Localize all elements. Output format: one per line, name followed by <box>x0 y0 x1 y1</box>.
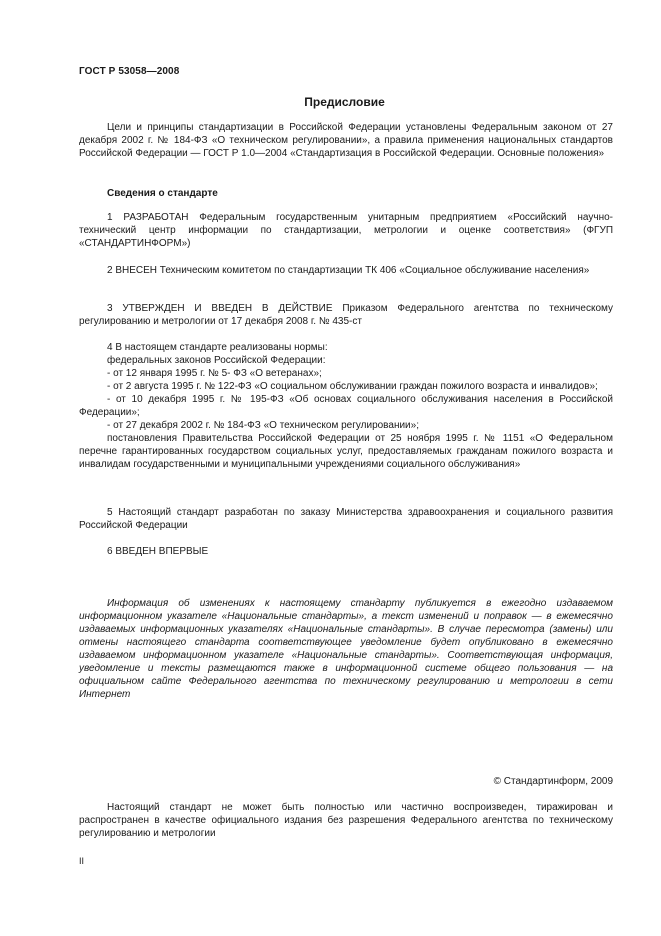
changes-notice: Информация об изменениях к настоящему стандарту публикуется в ежегодно издаваемом информационном указателе «Национальные стандарты», а текст изменений и поправок — в ежемесячно издаваемых информационных указателях «Национальные стандарты». В случае пересмотра (замены) или отмены настоящего стандарта соответствующее уведомление будет опубликовано в ежемесячно издаваемом информационном указателе «Национальные стандарты». Соответствующая информация, уведомление и тексты размещаются также в информационной системе общего пользования — на официальном сайте Федерального агентства по техническому регулированию и метрологии в сети Интернет <box>79 598 613 700</box>
copyright: © Стандартинформ, 2009 <box>493 776 613 787</box>
document-code: ГОСТ Р 53058—2008 <box>79 66 180 77</box>
item-2-submitted: 2 ВНЕСЕН Техническим комитетом по стандартизации ТК 406 «Социальное обслуживание населения» <box>107 265 590 276</box>
reproduction-notice: Настоящий стандарт не может быть полностью или частично воспроизведен, тиражирован и распространен в качестве официального издания без разрешения Федерального агентства по техническому регулированию и метрологии <box>79 802 613 839</box>
law-item: - от 10 декабря 1995 г. № 195-ФЗ «Об основах социального обслуживания населения в Российской Федерации»; <box>79 394 613 418</box>
intro-paragraph: Цели и принципы стандартизации в Российской Федерации установлены Федеральным законом от 27 декабря 2002 г. № 184-ФЗ «О техническом регулировании», а правила применения национальных стандартов Российской Федерации — ГОСТ Р 1.0—2004 «Стандартизация в Российской Федерации. Основные положения» <box>79 122 613 159</box>
section-heading: Сведения о стандарте <box>107 188 218 199</box>
law-item: - от 27 декабря 2002 г. № 184-ФЗ «О техническом регулировании»; <box>107 420 419 431</box>
government-decree: постановления Правительства Российской Федерации от 25 ноября 1995 г. № 1151 «О Федеральном перечне гарантированных государством социальных услуг, предоставляемых гражданам пожилого возраста и инвалидам государственными и муниципальными учреждениями социального обслуживания» <box>79 433 613 470</box>
item-6-introduced: 6 ВВЕДЕН ВПЕРВЫЕ <box>107 546 209 557</box>
item-4-sub-lead: федеральных законов Российской Федерации: <box>107 355 326 366</box>
law-item: - от 12 января 1995 г. № 5- ФЗ «О ветеранах»; <box>107 368 322 379</box>
item-4-norms <box>79 341 613 471</box>
page-number: II <box>79 856 85 866</box>
item-5-commissioned: 5 Настоящий стандарт разработан по заказу Министерства здравоохранения и социального развития Российской Федерации <box>79 507 613 531</box>
page-title: Предисловие <box>304 95 385 109</box>
item-4-lead: 4 В настоящем стандарте реализованы нормы: <box>107 342 328 353</box>
item-3-approved: 3 УТВЕРЖДЕН И ВВЕДЕН В ДЕЙСТВИЕ Приказом Федерального агентства по техническому регулированию и метрологии от 17 декабря 2008 г. № 435-ст <box>79 303 613 327</box>
law-item: - от 2 августа 1995 г. № 122-ФЗ «О социальном обслуживании граждан пожилого возраста и инвалидов»; <box>107 381 598 392</box>
item-1-developed: 1 РАЗРАБОТАН Федеральным государственным унитарным предприятием «Российский научно-технический центр информации по стандартизации, метрологии и оценке соответствия» (ФГУП «СТАНДАРТИНФОРМ») <box>79 212 613 249</box>
